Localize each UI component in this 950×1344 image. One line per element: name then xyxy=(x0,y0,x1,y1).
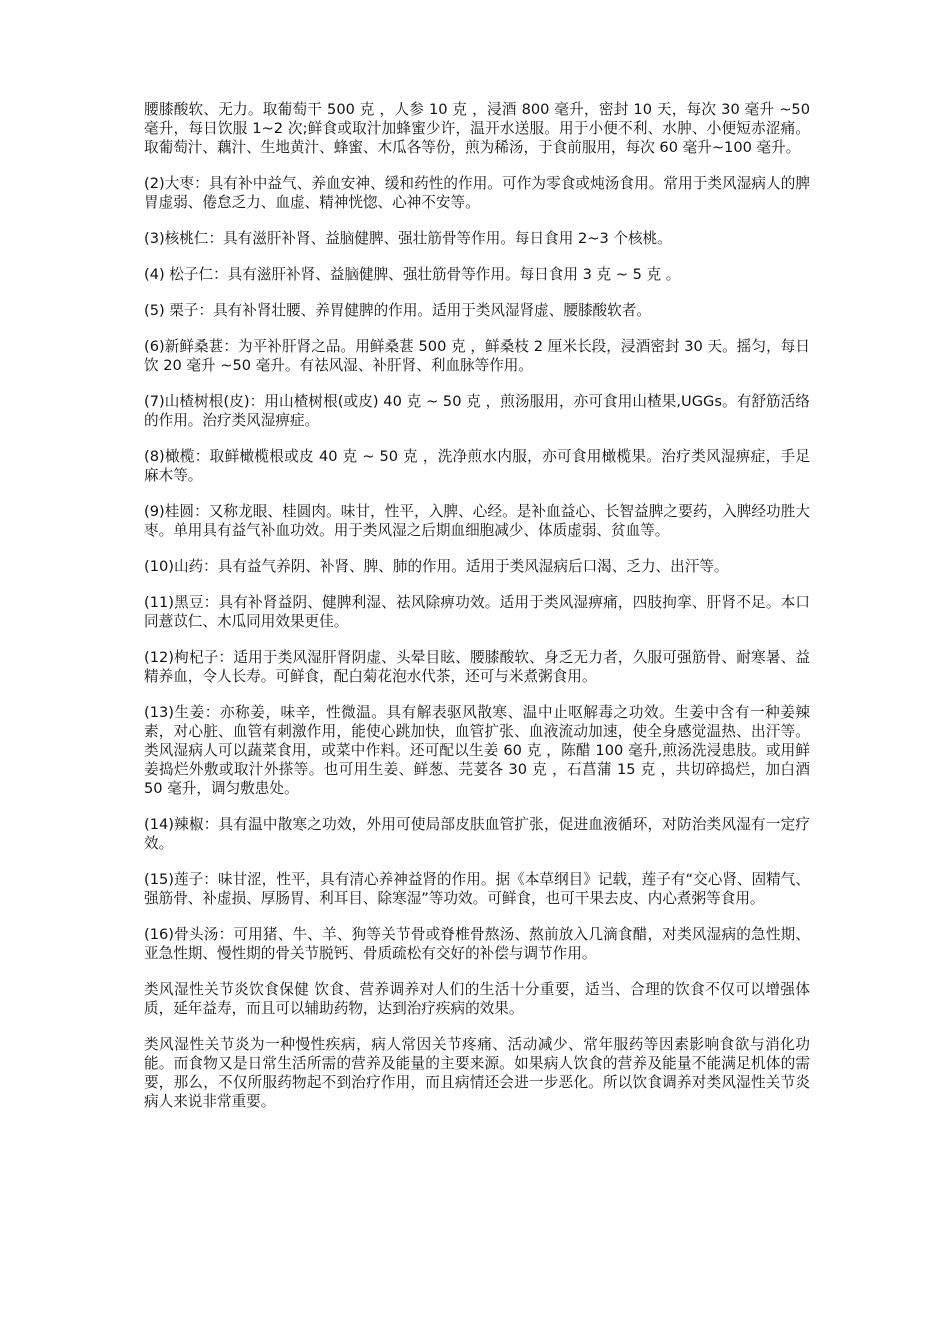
paragraph-black-bean: (11)黑豆：具有补肾益阴、健脾利湿、祛风除痹功效。适用于类风湿痹痛，四肢拘挛、肝肾不足。本口同薏苡仁、木瓜同用效果更佳。 xyxy=(144,594,810,630)
paragraph-ginger: (13)生姜：亦称姜，味辛，性微温。具有解表驱风散寒、温中止呕解毒之功效。生姜中含有一种姜辣素，对心脏、血管有刺激作用，能使心跳加快，血管扩张、血液流动加速，使全身感觉温热、出汗等。类风湿病人可以蔬菜食用，或菜中作料。还可配以生姜 60 克 ，陈醋 100 毫升,煎汤洗浸患肢。或用鲜姜捣烂外敷或取汁外搽等。也可用生姜、鲜葱、芫荽各 30 克 ，石菖蒲 15 克 ，共切碎捣烂，加白酒 50 毫升，调匀敷患处。 xyxy=(144,704,810,797)
paragraph-longan: (9)桂圆：又称龙眼、桂圆肉。味甘，性平，入脾、心经。是补血益心、长智益脾之要药，入脾经功胜大枣。单用具有益气补血功效。用于类风湿之后期血细胞减少、体质虚弱、贫血等。 xyxy=(144,503,810,539)
document-page xyxy=(144,100,810,1128)
paragraph-yam: (10)山药：具有益气养阴、补肾、脾、肺的作用。适用于类风湿病后口渴、乏力、出汗等。 xyxy=(144,558,729,575)
paragraph-olive: (8)橄榄：取鲜橄榄根或皮 40 克 ~ 50 克 ，洗净煎水内服，亦可食用橄榄果。治疗类风湿痹症，手足麻木等。 xyxy=(144,448,810,484)
paragraph-jujube: (2)大枣：具有补中益气、养血安神、缓和药性的作用。可作为零食或炖汤食用。常用于类风湿病人的脾胃虚弱、倦怠乏力、血虚、精神恍惚、心神不安等。 xyxy=(144,175,810,211)
paragraph-diet-care-intro: 类风湿性关节炎饮食保健 饮食、营养调养对人们的生活十分重要，适当、合理的饮食不仅可以增强体质，延年益寿，而且可以辅助药物，达到治疗疾病的效果。 xyxy=(144,981,810,1017)
paragraph-goji: (12)枸杞子：适用于类风湿肝肾阴虚、头晕目眩、腰膝酸软、身乏无力者，久服可强筋骨、耐寒暑、益精养血，令人长寿。可鲜食，配白菊花泡水代茶，还可与米煮粥食用。 xyxy=(144,649,810,685)
paragraph-chestnut: (5) 栗子：具有补肾壮腰、养胃健脾的作用。适用于类风湿肾虚、腰膝酸软者。 xyxy=(144,302,651,319)
paragraph-pine-nut: (4) 松子仁：具有滋肝补肾、益脑健脾、强壮筋骨等作用。每日食用 3 克 ~ 5 克 。 xyxy=(144,266,681,283)
paragraph-walnut: (3)核桃仁：具有滋肝补肾、益脑健脾、强壮筋骨等作用。每日食用 2~3 个核桃。 xyxy=(144,230,672,247)
paragraph-bone-soup: (16)骨头汤：可用猪、牛、羊、狗等关节骨或脊椎骨熬汤、熬前放入几滴食醋，对类风湿病的急性期、亚急性期、慢性期的骨关节脱钙、骨质疏松有交好的补偿与调节作用。 xyxy=(144,926,810,962)
paragraph-chili: (14)辣椒：具有温中散寒之功效，外用可使局部皮肤血管扩张，促进血液循环，对防治类风湿有一定疗效。 xyxy=(144,816,810,852)
paragraph-diet-importance: 类风湿性关节炎为一种慢性疾病，病人常因关节疼痛、活动减少、常年服药等因素影响食欲与消化功能。而食物又是日常生活所需的营养及能量的主要来源。如果病人饮食的营养及能量不能满足机体的需要，那么，不仅所服药物起不到治疗作用，而且病情还会进一步恶化。所以饮食调养对类风湿性关节炎病人来说非常重要。 xyxy=(144,1036,810,1110)
paragraph-mulberry: (6)新鲜桑葚：为平补肝肾之品。用鲜桑葚 500 克 ，鲜桑枝 2 厘米长段，浸酒密封 30 天。摇匀，每日饮 20 毫升 ~50 毫升。有祛风湿、补肝肾、利血脉等作用。 xyxy=(144,338,810,374)
paragraph-lotus-seed: (15)莲子：味甘涩，性平，具有清心养神益肾的作用。据《本草纲目》记载，莲子有“交心肾、固精气、强筋骨、补虚损、厚肠胃、利耳目、除寒湿”等功效。可鲜食，也可干果去皮、内心煮粥等食用。 xyxy=(144,871,810,907)
paragraph-hawthorn-root: (7)山楂树根(皮)：用山楂树根(或皮) 40 克 ~ 50 克 ，煎汤服用，亦可食用山楂果,UGGs。有舒筋活络的作用。治疗类风湿痹症。 xyxy=(144,393,810,429)
paragraph-grape: 腰膝酸软、无力。取葡萄干 500 克 ，人参 10 克 ，浸酒 800 毫升，密封 10 天，每次 30 毫升 ~50 毫升，每日饮服 1~2 次;鲜食或取汁加蜂蜜少许，温开水送服。用于小便不利、水肿、小便短赤涩痛。取葡萄汁、藕汁、生地黄汁、蜂蜜、木瓜各等份，煎为稀汤，于食前服用，每次 60 毫升~100 毫升。 xyxy=(144,101,810,156)
